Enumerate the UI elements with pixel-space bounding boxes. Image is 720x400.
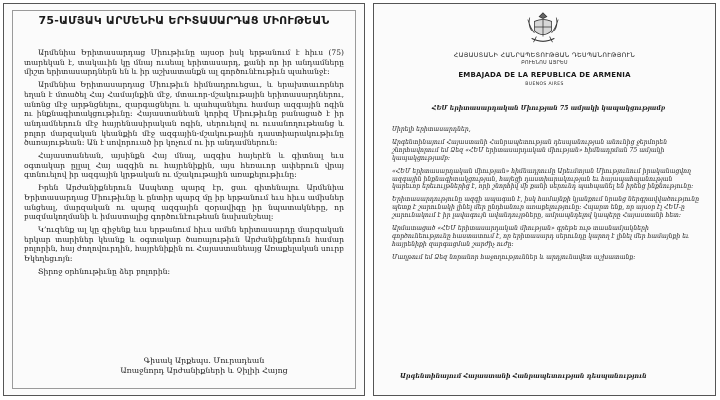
left-letter-title: 75-ԱՄՅԱԿ ԱՐՄԵՆԻԱ ԵՐԻՏԱՍԱՐԴԱՑ ՄԻՈՒԹԵԱՆ — [38, 14, 330, 27]
right-letter-paragraph: Մաղթում եմ Ձեզ նորանոր հաջողություններ և արդյունավետ աշխատանք։ — [392, 253, 636, 261]
right-letter-body — [392, 126, 701, 267]
right-letter-page — [373, 3, 716, 396]
signature-name: Գիսակ Արքեպս. Մուրադեան — [143, 356, 265, 365]
left-letter-paragraph: Տիրոջ օրհնութիւնը ձեր բոլորին։ — [38, 266, 171, 276]
embassy-header-armenian-city: ԲՈՒԵՆՈՍ ԱՅՐԵՍ — [521, 61, 568, 66]
embassy-header-spanish: EMBAJADA DE LA REPUBLICA DE ARMENIA — [458, 71, 631, 79]
left-letter-page — [3, 3, 365, 396]
left-letter-paragraph: Կ՚ուզենք ալ կը զիջենք եւս երթանում հիւս ամեն երիտասարդը մարզական երկար տարիներ կեանք և օգտակար ծառայութիւն Արժանիքներուն համար բոլորին, հայ ժողովուրդին, հայրենիքին ու Հայաստանեայց Առաքելական սուրբ Եկեղեցւոյն։ — [24, 224, 344, 264]
embassy-header-armenian: ՀԱՅԱՍՏԱՆԻ ՀԱՆՐԱՊԵՏՈՒԹՅԱՆ ԴԵՍՊԱՆՈՒԹՅՈՒՆ — [453, 52, 636, 59]
left-letter-paragraph: Իրեն Արժանիքներուն Ասպետը պարզ էր, ցաւ գիտենալու Արմենիա Երիտասարդաց Միութիւնը և ընտիր պարզ մը իր երթանում եւս հիւս ամիսներ անցեալ, մարզական ու պարզ ազգային զօրավիգը իր նպատակները, որ բազմակողմանի և իմաստալից գործունէութեան նախանշեալ։ — [24, 183, 344, 222]
embassy-header-city: BUENOS AIRES — [525, 82, 564, 87]
right-letter-paragraph: Սիրելի երիտասարդներ, — [392, 126, 471, 133]
left-letter-paragraph: Արմենիա Երիտասարդաց Միութիւն հիմնադրուեցաւ, և երախտաւորներ եղան է մտածել Հայ Համայնքին մէջ, մտաւոր-մշակութային երիտասարդներու, անոնց մէջ արթնցնելու, զարգացնելու և պահպանելու համար ազգային ոգին ու ինքնագիտակցութիւնը։ Հայաստանեան կորիզ Միութիւնը բանացած է իր անդամներուն մէջ հայրենասիրական ոգին, սերուելով ու ուսանողութեանց և բոլոր մարզական կեանքին մէջ ազգային-մշակութային դաստիարակութիւնը ծառայութեան։ Ան է սովորուած իր կոչում ու իր անդամներուն։ — [24, 80, 344, 148]
left-letter-paragraph: Արմենիա Երիտասարդաց Միութիւնը այսօր իսկ երթանում է հիւս (75) տարեկան է, տակաւին կը մնայ ուսեալ երիտասարդ, քանի որ իր անդամները միշտ երիտասարդներն են և իր աշխատանքն ալ գործունէութիւն պահանջէ։ — [24, 48, 344, 77]
coat-of-arms-icon — [524, 10, 562, 46]
right-letter-paragraph: Երիտասարդությունը ազգի ապագան է, իսկ համայնքի կյանքում նրանց ներգրավվածությունը պետք է շարունակի լինել մեր ընդհանուր առաքելությունը։ Հպարտ ենք, որ այսօր էլ ՀԵՄ-ը շարունակում է իր լավագույն ավանդույթները, ամրապնդելով կապերը Հայաստանի հետ։ — [392, 196, 700, 220]
right-letter-paragraph: «ՀԵՄ երիտասարդական միության» հիմնադրումը Արեւմտյան Միությունում իրականացվող ազգային ինքնագիտակցության, հայեցի դաստիարակության եւ հայապահպանության կարեւոր երեւույթներից է, որի շնորհիվ մի քանի սերունդ պահպանել են իրենց ինքնությունը։ — [392, 167, 694, 191]
right-letter-signature: Արգենտինայում Հայաստանի Հանրապետության դեսպանություն — [400, 373, 647, 380]
left-letter-paragraph: Հայաստանեան, այսինքն Հայ մնալ, ազգիս հայերէն և գիտնալ եւս օգտակար ըլլալ Հայ ազգին ու հայրենիքին, այս հեռաւոր ափերուն վրայ գտնուելով իր ազգային կրթական ու մշակութային առաքելութիւնը։ — [24, 151, 344, 180]
right-letter-paragraph: Արմատացած «ՀԵՄ երիտասարդական միության» գրեթե ութ տասնամյակների գործունեությունը հաստատում է, որ երիտասարդ սերունդը կարող է լինել մեր համայնքի եւ հայրենիքի զարգացման շարժիչ ուժը։ — [392, 225, 690, 248]
left-letter-body — [24, 48, 344, 279]
right-letter-paragraph: Արգենտինայում Հայաստանի Հանրապետության դեսպանության անունից ջերմորեն շնորհավորում եմ Ձեզ «ՀԵՄ երիտասարդական միության» հիմնադրման 75 ամյակի կապակցությամբ։ — [392, 138, 668, 162]
letter-subject: ՀԵՄ երիտասարդական Միության 75 ամյակի կապակցությամբ — [431, 105, 666, 112]
signature-title: Առաջնորդ Արժանիքների և Չիլիի Հայոց — [120, 366, 288, 375]
left-letter-signature — [64, 356, 344, 376]
